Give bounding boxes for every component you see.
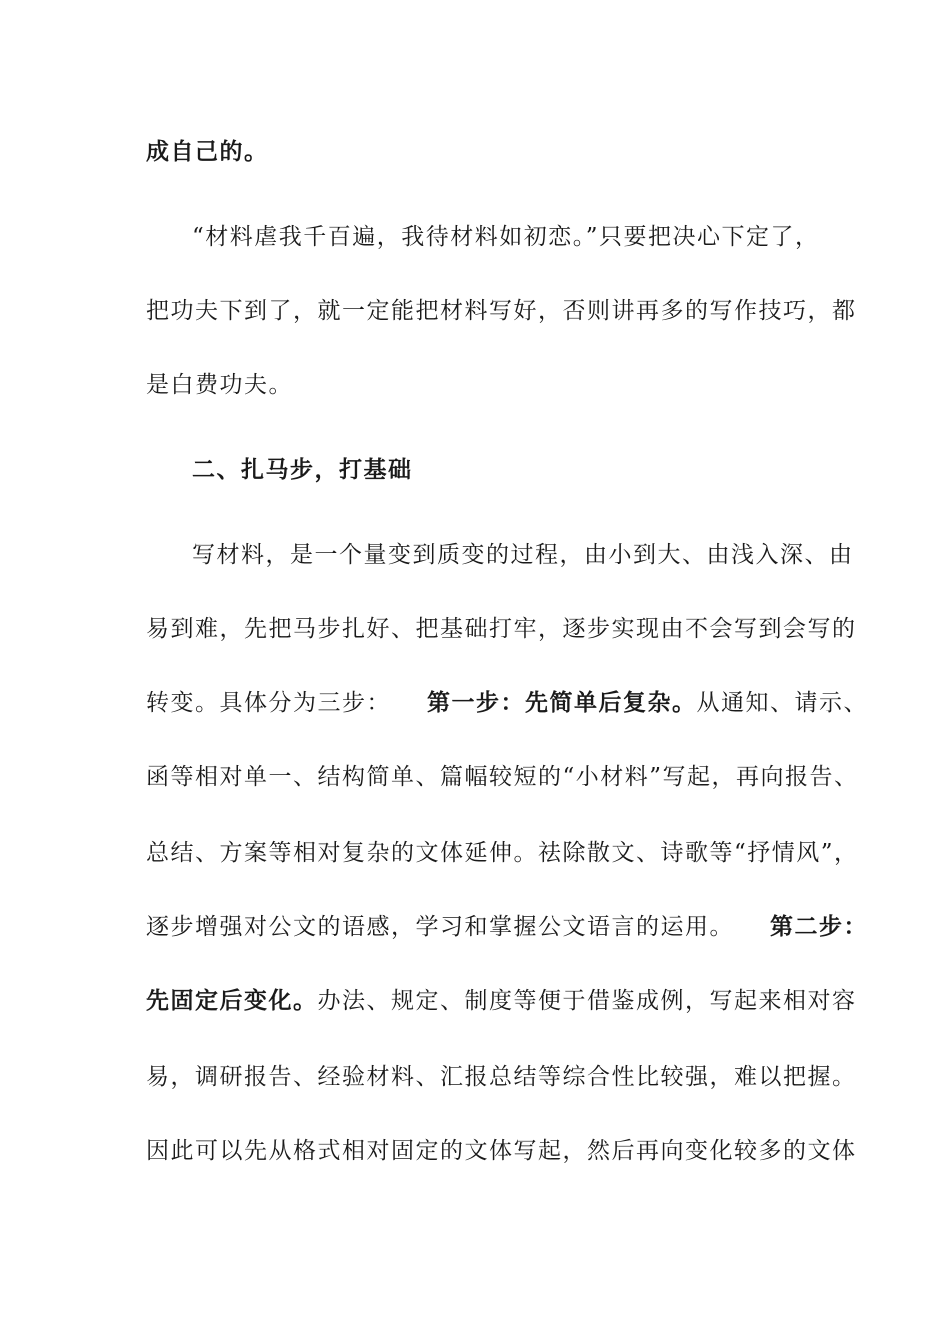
paragraph-line <box>192 540 862 570</box>
text-run: 写材料，是一个量变到质变的过程，由小到大、由浅入深、由 <box>192 542 854 568</box>
text-run: 易到难，先把马步扎好、把基础打牢，逐步实现由不会写到会写的 <box>146 616 857 642</box>
paragraph-line <box>146 614 857 644</box>
step-one-title: 第一步：先简单后复杂。 <box>427 689 697 716</box>
text-run: 转变。具体分为三步： <box>146 690 391 716</box>
paragraph-line <box>146 1062 857 1092</box>
text-run: 函等相对单一、结构简单、篇幅较短的“小材料”写起，再向报告、 <box>146 764 859 790</box>
text-run: 从通知、请示、 <box>696 690 868 716</box>
paragraph-line <box>146 1136 857 1166</box>
text-run: “材料虐我千百遍，我待材料如初恋。”只要把决心下定了， <box>192 224 820 250</box>
text-run: 因此可以先从格式相对固定的文体写起，然后再向变化较多的文体 <box>146 1138 857 1164</box>
paragraph-line <box>192 222 862 252</box>
paragraph-line <box>146 296 857 326</box>
paragraph-line <box>146 838 859 868</box>
text-run: 成自己的。 <box>146 138 269 165</box>
text-run: 总结、方案等相对复杂的文体延伸。祛除散文、诗歌等“抒情风”， <box>146 840 859 866</box>
text-run: 办法、规定、制度等便于借鉴成例，写起来相对容 <box>317 988 857 1014</box>
step-two-title: 先固定后变化。 <box>146 987 318 1014</box>
step-two-label: 第二步： <box>770 913 868 940</box>
paragraph-line <box>146 688 868 718</box>
paragraph-line <box>146 986 857 1016</box>
paragraph-line <box>146 762 859 792</box>
section-heading <box>192 455 862 485</box>
paragraph-line <box>146 912 868 942</box>
heading-text: 二、扎马步，打基础 <box>192 456 413 483</box>
text-run: 是白费功夫。 <box>146 372 293 398</box>
text-run: 逐步增强对公文的语感，学习和掌握公文语言的运用。 <box>146 914 734 940</box>
text-run: 把功夫下到了，就一定能把材料写好，否则讲再多的写作技巧，都 <box>146 298 857 324</box>
paragraph-line <box>146 370 816 400</box>
paragraph-continuation-line <box>146 137 816 167</box>
text-run: 易，调研报告、经验材料、汇报总结等综合性比较强，难以把握。 <box>146 1064 857 1090</box>
